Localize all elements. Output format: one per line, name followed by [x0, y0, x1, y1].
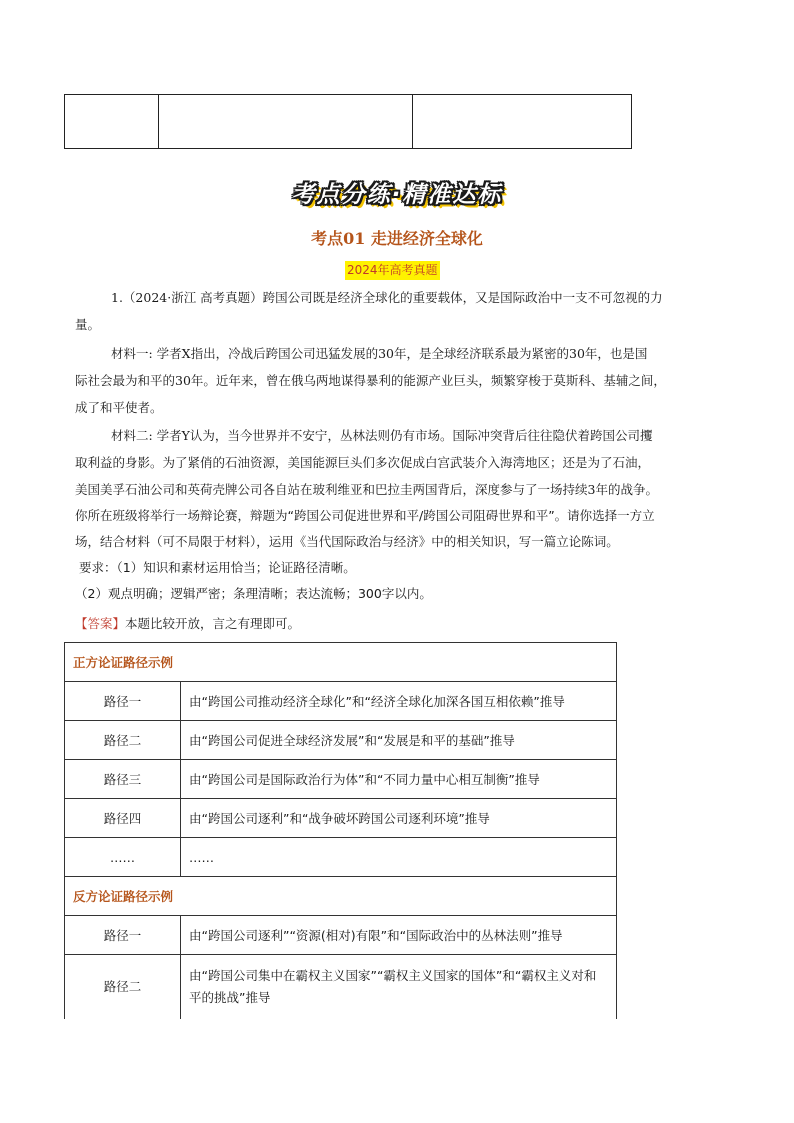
section-title: 考点01 走进经济全球化 — [311, 229, 483, 248]
table-row: 路径四 由“跨国公司逐利”和“战争破坏跨国公司逐利环境”推导 — [65, 799, 617, 838]
material-line: 美国美孚石油公司和英荷壳牌公司各自站在玻利维亚和巴拉圭两国背后，深度参与了一场持续3年的战争。 — [75, 482, 658, 497]
table-row: 路径二 由“跨国公司促进全球经济发展”和“发展是和平的基础”推导 — [65, 721, 617, 760]
year-tag: 2024年高考真题 — [345, 261, 440, 280]
material-line: 材料二: 学者Y认为，当今世界并不安宁，丛林法则仍有市场。国际冲突背后往往隐伏着跨国公司攫 — [111, 428, 653, 443]
con-header: 反方论证路径示例 — [65, 877, 617, 916]
answer-tag: 【答案】 — [75, 616, 126, 631]
task-line: 场，结合材料（可不局限于材料），运用《当代国际政治与经济》中的相关知识，写一篇立论陈词。 — [75, 534, 619, 549]
task-line: 你所在班级将举行一场辩论赛，辩题为“跨国公司促进世界和平/跨国公司阻碍世界和平”。请你选择一方立 — [75, 508, 655, 523]
table-row: 路径二 由“跨国公司集中在霸权主义国家”“霸权主义国家的国体”和“霸权主义对和平的挑战”推导 — [65, 955, 617, 1020]
material-line: 际社会最为和平的30年。近年来，曾在俄乌两地谋得暴利的能源产业巨头，频繁穿梭于莫斯科、基辅之间， — [75, 373, 666, 388]
table-divider — [412, 95, 413, 148]
question-stem — [75, 284, 730, 338]
material-line: 取利益的身影。为了紧俏的石油资源，美国能源巨头们多次促成白宫武装介入海湾地区；还是为了石油， — [75, 455, 651, 470]
table-divider — [158, 95, 159, 148]
pro-header: 正方论证路径示例 — [65, 643, 617, 682]
material-line: 材料一: 学者X指出，冷战后跨国公司迅猛发展的30年，是全球经济联系最为紧密的30年，也是国 — [111, 346, 648, 361]
stem-line: 1.（2024·浙江 高考真题）跨国公司既是经济全球化的重要载体，又是国际政治中一支不可忽视的力 — [111, 290, 663, 305]
table-row: 路径一 由“跨国公司推动经济全球化”和“经济全球化加深各国互相依赖”推导 — [65, 682, 617, 721]
requirement-line: 要求：（1）知识和素材运用恰当；论证路径清晰。 — [79, 560, 356, 575]
material-line: 成了和平使者。 — [75, 400, 163, 415]
answer-text: 本题比较开放，言之有理即可。 — [125, 616, 301, 631]
practice-banner: 考点分练·精准达标 — [291, 182, 503, 208]
requirement-line: （2）观点明确；逻辑严密；条理清晰；表达流畅；300字以内。 — [75, 586, 432, 601]
table-row: …… …… — [65, 838, 617, 877]
task-instructions — [75, 503, 730, 607]
table-row: 路径三 由“跨国公司是国际政治行为体”和“不同力量中心相互制衡”推导 — [65, 760, 617, 799]
material-one — [75, 340, 730, 421]
stem-line: 量。 — [75, 317, 101, 332]
argument-path-table — [64, 642, 617, 1019]
empty-header-table — [64, 94, 632, 149]
answer-line — [75, 612, 300, 636]
table-row: 路径一 由“跨国公司逐利”“资源(相对)有限”和“国际政治中的丛林法则”推导 — [65, 916, 617, 955]
material-two — [75, 422, 730, 503]
